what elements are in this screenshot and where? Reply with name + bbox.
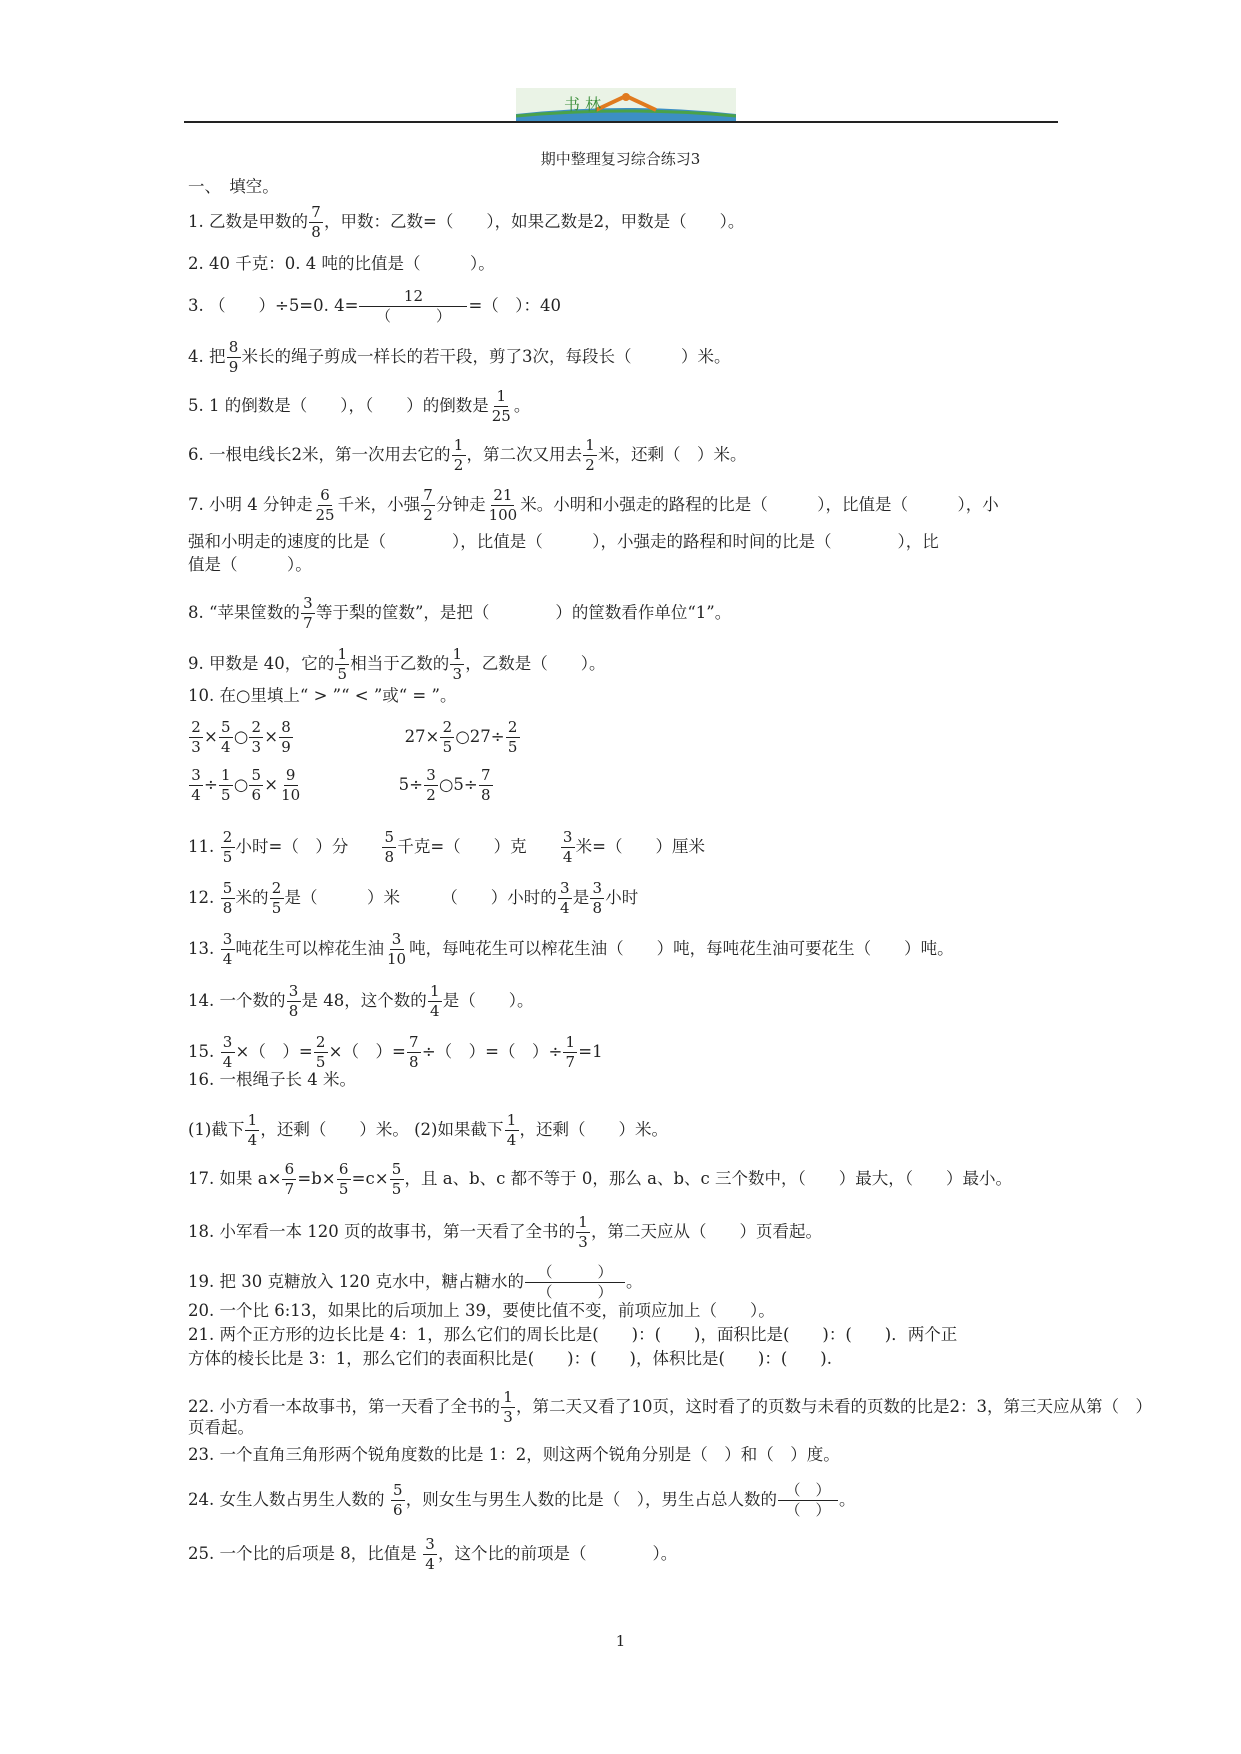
doc-title: 期中整理复习综合练习3	[540, 150, 701, 168]
fraction	[189, 718, 203, 757]
question-10-row-1	[188, 718, 1066, 757]
question-20: 20. 一个比 6:13，如果比的后项加上 39，要使比值不变，前项应加上（ ）。	[188, 1301, 775, 1320]
fraction-numerator: （ ）	[778, 1481, 838, 1501]
question-text: 27×	[404, 727, 440, 746]
fraction-numerator: 8	[227, 338, 241, 358]
fraction	[440, 718, 454, 757]
question-text: ×	[264, 727, 279, 746]
fraction	[428, 982, 442, 1021]
fraction-numerator: 3	[590, 879, 604, 899]
question-text: ，甲数：乙数=（ ），如果乙数是2，甲数是（ ）。	[324, 212, 745, 231]
question-text: 米长的绳子剪成一样长的若干段，剪了3次，每段长（ ）米。	[241, 347, 731, 366]
fraction-numerator: 1	[245, 1111, 259, 1131]
fraction-denominator: 4	[559, 899, 570, 917]
question-text: 米的	[235, 888, 269, 907]
question-text: ○	[233, 775, 249, 794]
question-text: 6. 一根电线长2米，第一次用去它的	[188, 445, 451, 464]
question-7-line-3: 值是（ ）。	[188, 555, 312, 574]
fraction-numerator: 1	[576, 1213, 590, 1233]
question-text: 小时=（ ）分	[235, 837, 382, 856]
question-text: ，则女生与男生人数的比是（ ），男生占总人数的	[405, 1490, 777, 1509]
fraction	[452, 436, 466, 475]
fraction-numerator: 1	[494, 387, 508, 407]
fraction-denominator: 7	[565, 1053, 576, 1071]
fraction-numerator: 7	[309, 203, 323, 223]
fraction-denominator: 5	[507, 738, 518, 756]
fraction-numerator: 1	[428, 982, 442, 1002]
fraction-numerator: 2	[270, 879, 284, 899]
question-text: 。	[513, 396, 531, 415]
question-text: ，第二天又看了10页，这时看了的页数与未看的页数的比是2：3，第三天应从第（ ）	[516, 1397, 1152, 1416]
fraction-numerator: 1	[505, 1111, 519, 1131]
question-text: 3. （ ）÷5=0. 4=	[188, 296, 359, 315]
fraction-denominator: 4	[247, 1131, 258, 1149]
fraction-denominator: 9	[281, 738, 291, 756]
fraction	[221, 930, 235, 969]
question-text: 吨花生可以榨花生油	[235, 939, 384, 958]
fraction-numerator: 3	[558, 879, 572, 899]
fraction-numerator: 3	[390, 930, 404, 950]
fraction	[270, 879, 284, 918]
fraction-denominator: 5	[338, 1180, 349, 1198]
section-heading: 一、 填空。	[188, 177, 279, 196]
fraction	[487, 486, 520, 525]
question-2: 2. 40 千克：0. 4 吨的比值是（ ）。	[188, 254, 495, 273]
fraction-denominator: 2	[453, 456, 464, 474]
question-3	[188, 287, 1066, 326]
fraction	[221, 1033, 235, 1072]
question-text: 吨，每吨花生可以榨花生油（ ）吨，每吨花生油可要花生（ ）吨。	[409, 939, 954, 958]
fraction-numerator: 3	[221, 930, 235, 950]
fraction-denominator: 3	[452, 665, 462, 683]
fraction-denominator: 10	[387, 950, 407, 968]
fraction-numerator: 5	[382, 828, 396, 848]
question-6	[188, 436, 1066, 475]
fraction-denominator: （ ）	[785, 1501, 831, 1519]
fraction-denominator: 7	[284, 1180, 295, 1198]
question-7	[188, 486, 1066, 525]
fraction-numerator: 3	[301, 594, 315, 614]
fraction-numerator: 1	[219, 766, 233, 786]
fraction-denominator: 25	[491, 407, 511, 425]
fraction	[479, 766, 493, 805]
fraction	[390, 1160, 404, 1199]
fraction-numerator: 2	[249, 718, 263, 738]
fraction-numerator: 5	[391, 1481, 405, 1501]
fraction	[227, 338, 241, 377]
fraction	[450, 645, 464, 684]
fraction-numerator: 5	[249, 766, 263, 786]
fraction-numerator: 2	[189, 718, 203, 738]
fraction-denominator: 8	[311, 223, 321, 241]
question-text: ○	[233, 727, 249, 746]
question-text: ，还剩（ ）米。 (2)如果截下	[260, 1120, 504, 1139]
question-text: =c×	[351, 1169, 389, 1188]
fraction-numerator: 1	[335, 645, 349, 665]
fraction-numerator: 12	[359, 287, 467, 307]
fraction	[391, 1481, 405, 1520]
question-text: 分钟走	[436, 495, 486, 514]
question-17	[188, 1160, 1066, 1199]
fraction	[423, 1535, 437, 1574]
fraction-numerator: 5	[221, 879, 235, 899]
question-10: 10. 在○里填上“ > ”“ < ”或“ = ”。	[188, 686, 457, 705]
header-rule	[184, 121, 1058, 123]
fraction-denominator: 5	[442, 738, 453, 756]
question-16: 16. 一根绳子长 4 米。	[188, 1070, 356, 1089]
fraction-denominator: 8	[288, 1002, 299, 1020]
question-text: 12.	[188, 888, 220, 907]
fraction	[407, 1033, 421, 1072]
fraction	[505, 1111, 519, 1150]
fraction-numerator: 3	[424, 766, 438, 786]
fraction	[558, 879, 572, 918]
fraction	[576, 1213, 590, 1252]
question-text: 是（ ）米 （ ）小时的	[284, 888, 557, 907]
fraction	[219, 766, 233, 805]
question-8	[188, 594, 1066, 633]
question-text: 19. 把 30 克糖放入 120 克水中，糖占糖水的	[188, 1272, 524, 1291]
fraction-denominator: 5	[391, 1180, 402, 1198]
fraction	[301, 594, 315, 633]
question-text: 。	[838, 1490, 856, 1509]
fraction	[382, 828, 396, 867]
question-text: 13.	[188, 939, 220, 958]
fraction-numerator: 6	[337, 1160, 351, 1180]
fraction-denominator: 4	[429, 1002, 440, 1020]
fraction-denominator: （ ）	[375, 307, 451, 325]
fraction-numerator: 2	[221, 828, 235, 848]
fraction-denominator: 25	[315, 506, 335, 524]
fraction	[506, 718, 520, 757]
question-21: 21. 两个正方形的边长比是 4：1，那么它们的周长比是( )：( )，面积比是( )：( )．两个正	[188, 1325, 958, 1344]
fraction-numerator: 3	[423, 1535, 437, 1555]
fraction-denominator: 3	[251, 738, 261, 756]
question-16-parts	[188, 1111, 1066, 1150]
fraction-denominator: 4	[425, 1555, 435, 1573]
fraction-numerator: 2	[506, 718, 520, 738]
question-text: 5. 1 的倒数是（ ），（ ）的倒数是	[188, 396, 489, 415]
question-19	[188, 1263, 1066, 1302]
fraction	[313, 486, 336, 525]
fraction-numerator: 7	[421, 486, 435, 506]
question-14	[188, 982, 1066, 1021]
question-text: 17. 如果 a×	[188, 1169, 282, 1188]
fraction-denominator: 8	[592, 899, 603, 917]
fraction	[490, 387, 513, 426]
question-text: 是	[572, 888, 590, 907]
question-text: 5÷	[398, 775, 423, 794]
fraction	[282, 1160, 296, 1199]
fraction-denominator: 100	[488, 506, 518, 524]
fraction-denominator: 4	[506, 1131, 517, 1149]
question-21-line-2: 方体的棱长比是 3：1，那么它们的表面积比是( )：( )，体积比是( )：( ).	[188, 1349, 832, 1368]
fraction-numerator: 1	[450, 645, 464, 665]
question-5	[188, 387, 1066, 426]
question-text: 9. 甲数是 40，它的	[188, 654, 335, 673]
fraction	[359, 287, 467, 326]
fraction-denominator: 5	[337, 665, 347, 683]
question-text: ×（ ）=	[328, 1042, 406, 1061]
fraction-numerator: 3	[221, 1033, 235, 1053]
question-23: 23. 一个直角三角形两个锐角度数的比是 1：2，则这两个锐角分别是（ ）和（ ）度。	[188, 1445, 840, 1464]
question-text: =（ ）：40	[468, 296, 562, 315]
question-text: ○5÷	[438, 775, 478, 794]
logo-text: 书 林	[564, 95, 602, 114]
fraction-denominator: 2	[423, 506, 433, 524]
fraction	[309, 203, 323, 242]
question-text: 1. 乙数是甲数的	[188, 212, 308, 231]
question-text: ，还剩（ ）米。	[519, 1120, 668, 1139]
question-text: ÷（ ）=（ ）÷	[421, 1042, 563, 1061]
fraction-denominator: 3	[191, 738, 201, 756]
question-text: ÷	[204, 775, 218, 794]
question-10-row-2	[188, 766, 1066, 805]
fraction	[189, 766, 203, 805]
fraction	[563, 1033, 577, 1072]
fraction	[525, 1263, 625, 1302]
question-text: 15.	[188, 1042, 220, 1061]
question-text: ，这个比的前项是（ ）。	[437, 1544, 678, 1563]
question-text: ，乙数是（ ）。	[465, 654, 606, 673]
fraction-denominator: 4	[191, 786, 201, 804]
fraction	[337, 1160, 351, 1199]
fraction-numerator: 9	[284, 766, 298, 786]
fraction	[314, 1033, 328, 1072]
fraction	[287, 982, 301, 1021]
fraction-denominator: 8	[384, 848, 395, 866]
question-text: 是（ ）。	[442, 991, 534, 1010]
fraction-numerator: 6	[318, 486, 332, 506]
question-12	[188, 879, 1066, 918]
fraction-numerator: 21	[493, 486, 513, 504]
fraction	[279, 766, 302, 805]
fraction-denominator: 4	[562, 848, 573, 866]
question-text: ×	[204, 727, 218, 746]
fraction-numerator: 7	[479, 766, 493, 786]
page-number: 1	[615, 1632, 626, 1650]
question-22-line-2: 页看起。	[188, 1418, 254, 1437]
fraction-numerator: 7	[407, 1033, 421, 1053]
question-7-line-2: 强和小明走的速度的比是（ ），比值是（ ），小强走的路程和时间的比是（ ），比	[188, 532, 939, 551]
fraction-numerator: 8	[279, 718, 293, 738]
fraction-numerator: 1	[452, 436, 466, 456]
question-24	[188, 1481, 1066, 1520]
fraction-denominator: 6	[392, 1501, 403, 1519]
fraction-denominator: 4	[222, 1053, 233, 1071]
fraction-numerator: 5	[219, 718, 233, 738]
question-1	[188, 203, 1066, 242]
fraction-denominator: 5	[315, 1053, 326, 1071]
question-text: 。	[625, 1272, 643, 1291]
question-text: ，且 a、b、c 都不等于 0，那么 a、b、c 三个数中，（ ）最大，（ ）最小。	[404, 1169, 1013, 1188]
fraction-numerator: 6	[282, 1160, 296, 1180]
question-text: 米，还剩（ ）米。	[598, 445, 747, 464]
question-text: 7. 小明 4 分钟走	[188, 495, 313, 514]
fraction-denominator: 3	[503, 1408, 513, 1426]
question-text: 等于梨的筐数”，是把（ ）的筐数看作单位“1”。	[315, 603, 732, 622]
fraction	[279, 718, 293, 757]
question-text: 千米，小强	[337, 495, 421, 514]
fraction-numerator: 1	[583, 436, 597, 456]
question-text: 小时	[605, 888, 639, 907]
question-text: 14. 一个数的	[188, 991, 286, 1010]
fraction	[249, 718, 263, 757]
fraction-numerator: 1	[563, 1033, 577, 1053]
question-text: 11.	[188, 837, 220, 856]
fraction-numerator: （ ）	[525, 1263, 625, 1283]
fraction-numerator: 1	[501, 1388, 515, 1408]
question-text: 8. “苹果筐数的	[188, 603, 300, 622]
question-text: ×（ ）=	[235, 1042, 313, 1061]
fraction-numerator: 2	[314, 1033, 328, 1053]
question-9	[188, 645, 1066, 684]
fraction	[219, 718, 233, 757]
question-11	[188, 828, 1066, 867]
question-text: 25. 一个比的后项是 8，比值是	[188, 1544, 422, 1563]
fraction-denominator: 4	[221, 738, 231, 756]
question-text: (1)截下	[188, 1120, 245, 1139]
fraction-denominator: 9	[228, 358, 239, 376]
question-25	[188, 1535, 1066, 1574]
question-text: 18. 小军看一本 120 页的故事书，第一天看了全书的	[188, 1222, 575, 1241]
question-13	[188, 930, 1066, 969]
fraction	[778, 1481, 838, 1520]
question-text: ，第二天应从（ ）页看起。	[590, 1222, 822, 1241]
fraction-numerator: 2	[440, 718, 454, 738]
fraction-denominator: 2	[426, 786, 436, 804]
fraction-denominator: 5	[222, 848, 233, 866]
fraction-denominator: 5	[221, 786, 231, 804]
fraction-denominator: （ ）	[537, 1283, 613, 1301]
fraction-denominator: 8	[222, 899, 233, 917]
fraction-denominator: 8	[409, 1053, 419, 1071]
fraction-denominator: 6	[251, 786, 261, 804]
question-text: 24. 女生人数占男生人数的	[188, 1490, 390, 1509]
question-text: =1	[578, 1042, 603, 1061]
fraction	[249, 766, 263, 805]
fraction-denominator: 3	[578, 1233, 588, 1251]
fraction-numerator: 3	[287, 982, 301, 1002]
question-text: 千克=（ ）克	[397, 837, 560, 856]
fraction-numerator: 3	[561, 828, 575, 848]
fraction-denominator: 10	[281, 786, 301, 804]
fraction	[424, 766, 438, 805]
fraction-denominator: 2	[585, 456, 595, 474]
question-text: 米=（ ）厘米	[575, 837, 705, 856]
question-text: 4. 把	[188, 347, 226, 366]
question-18	[188, 1213, 1066, 1252]
fraction-denominator: 8	[480, 786, 491, 804]
question-text: ○27÷	[455, 727, 505, 746]
question-text: ，第二次又用去	[466, 445, 582, 464]
fraction-numerator: 5	[390, 1160, 404, 1180]
logo-image	[516, 88, 736, 122]
fraction	[221, 828, 235, 867]
fraction	[245, 1111, 259, 1150]
fraction-denominator: 4	[222, 950, 233, 968]
fraction-denominator: 5	[271, 899, 282, 917]
question-text: 22. 小方看一本故事书，第一天看了全书的	[188, 1397, 500, 1416]
question-text: 相当于乙数的	[350, 654, 450, 673]
fraction	[335, 645, 349, 684]
question-4	[188, 338, 1066, 377]
fraction	[583, 436, 597, 475]
fraction	[561, 828, 575, 867]
fraction-numerator: 3	[189, 766, 203, 786]
question-text: =b×	[297, 1169, 336, 1188]
fraction	[385, 930, 408, 969]
fraction	[590, 879, 604, 918]
question-text: 米。小明和小强走的路程的比是（ ），比值是（ ），小	[520, 495, 999, 514]
fraction	[421, 486, 435, 525]
question-15	[188, 1033, 1066, 1072]
fraction	[221, 879, 235, 918]
fraction-denominator: 7	[303, 614, 313, 632]
question-text: 是 48，这个数的	[301, 991, 427, 1010]
question-text: ×	[264, 775, 279, 794]
